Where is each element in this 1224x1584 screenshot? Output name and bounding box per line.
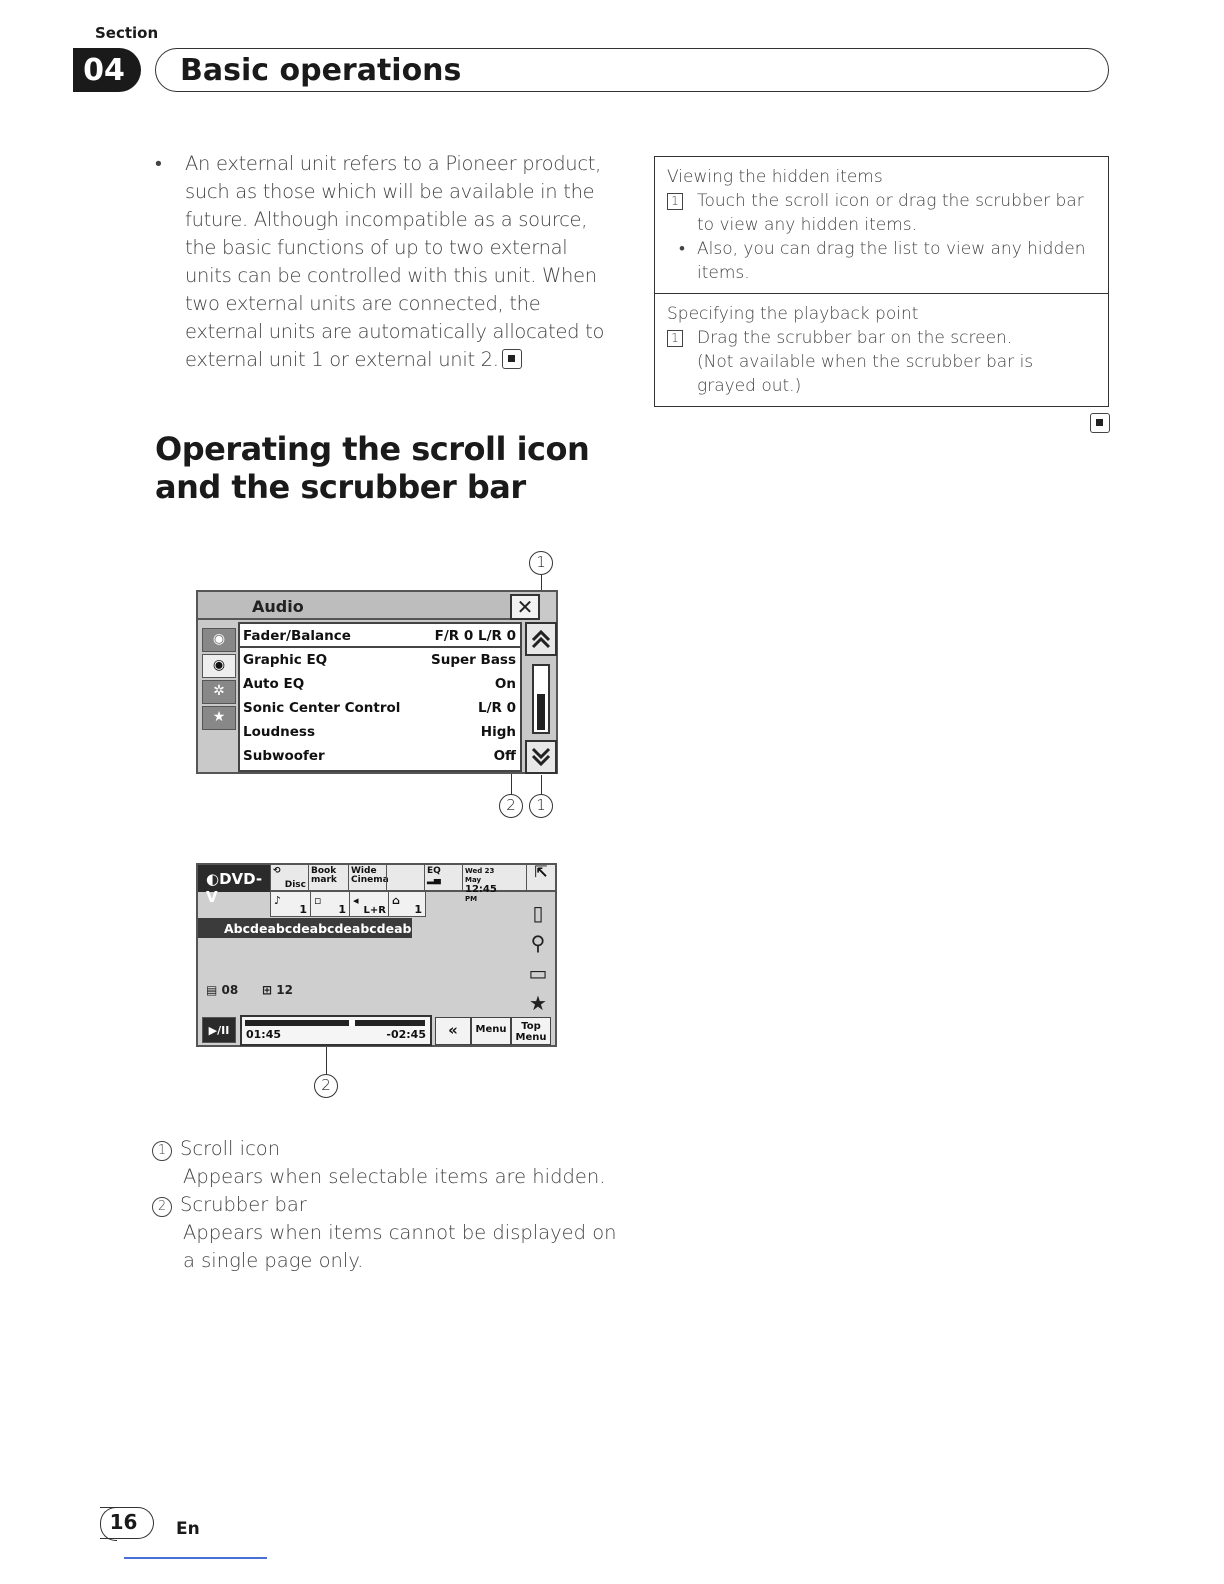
blank-cell: [386, 865, 424, 892]
intro-text: An external unit refers to a Pioneer product, such as those which will be available in the future. Although incompatible as a source, the basic functions of up to two external units can be controlled with this unit. When two external units are connected, the external units are automatically allocated to external unit 1 or external unit 2.: [185, 152, 605, 371]
audio-source-icon[interactable]: ◉: [202, 628, 236, 652]
info-section-viewing: [655, 157, 1108, 293]
scrubber-bar[interactable]: [532, 664, 550, 734]
disc-logo-icon: ◐: [206, 870, 220, 888]
info-section-title: Viewing the hidden items: [667, 167, 883, 187]
scroll-control: [525, 622, 557, 774]
repeat-disc-button[interactable]: ⟲ Disc: [270, 865, 308, 892]
playback-scrubber-bar[interactable]: [240, 1015, 432, 1046]
page-title-text: Basic operations: [180, 52, 462, 88]
favorite-star-icon[interactable]: ★: [202, 706, 236, 730]
scrubber-thumb[interactable]: [537, 694, 545, 730]
elapsed-time: 01:45: [246, 1028, 282, 1041]
remaining-time: -02:45: [386, 1028, 426, 1041]
bullet-text: Also, you can drag the list to view any hidden items.: [697, 239, 1086, 283]
title-indicator: ⊞ 12: [262, 983, 293, 997]
chapter-indicator: ▤ 08: [206, 983, 239, 997]
eq-button[interactable]: EQ ▂▄: [424, 865, 462, 892]
list-item[interactable]: Subwoofer Off: [243, 748, 516, 764]
scroll-down-icon[interactable]: [525, 740, 557, 774]
lr-audio-button[interactable]: ◂ L+R: [349, 892, 388, 917]
footer-rule: [124, 1557, 267, 1559]
right-icon-column: [526, 898, 550, 1018]
dvd-screen: [196, 863, 557, 1047]
source-badge[interactable]: [198, 865, 270, 906]
settings-gear-icon[interactable]: ✲: [202, 680, 236, 704]
wide-mode-button[interactable]: Wide Cinema: [348, 865, 386, 892]
step-text: Touch the scroll icon or drag the scrubber bar to view any hidden items.: [697, 191, 1084, 235]
end-mark-icon: [1090, 413, 1110, 433]
callout-1-top: 1: [529, 551, 553, 575]
section-heading: Operating the scroll icon and the scrubber bar: [155, 430, 590, 506]
page-title: [155, 48, 1109, 92]
disc-icon[interactable]: ◉: [202, 654, 236, 678]
list-item[interactable]: Fader/Balance F/R 0 L/R 0: [240, 624, 520, 648]
audio-settings-list: [238, 622, 522, 772]
info-box: [654, 156, 1109, 407]
list-item[interactable]: Auto EQ On: [243, 676, 516, 692]
callout-2: 2: [499, 794, 523, 818]
dvd-second-row: [270, 892, 426, 917]
clock-display: Wed 23 May 12:45 PM: [462, 865, 512, 892]
bookmark-button[interactable]: Book mark: [308, 865, 348, 892]
scrubber-knob[interactable]: [349, 1020, 355, 1026]
favorite-star-icon[interactable]: ★: [529, 991, 547, 1015]
audio-title: Audio: [252, 597, 304, 616]
expand-icon[interactable]: ⇱: [526, 865, 555, 892]
phone-icon[interactable]: ▯: [532, 901, 544, 925]
callout-line: [541, 775, 542, 795]
top-menu-button[interactable]: Top Menu: [511, 1017, 551, 1045]
legend-item: 1 Scroll icon: [152, 1135, 622, 1163]
callout-line: [326, 1047, 327, 1074]
rewind-button[interactable]: «: [435, 1017, 471, 1045]
scrubber-fill: [245, 1020, 425, 1026]
scroll-up-icon[interactable]: [525, 622, 557, 656]
info-section-playback: [655, 293, 1108, 406]
angle-button[interactable]: ⌂ 1: [388, 892, 425, 917]
language-label: En: [176, 1519, 200, 1539]
end-mark-icon: [502, 349, 522, 369]
step-number: 1: [667, 193, 683, 210]
callout-1-bottom: 1: [529, 794, 553, 818]
section-number: 04: [73, 48, 141, 92]
list-item[interactable]: Graphic EQ Super Bass: [243, 652, 516, 668]
legend-item: 2 Scrubber bar: [152, 1191, 622, 1219]
list-item[interactable]: Loudness High: [243, 724, 516, 740]
legend-desc: Appears when items cannot be displayed on a single page only.: [183, 1221, 617, 1272]
info-section-title: Specifying the playback point: [667, 304, 919, 324]
legend: [152, 1135, 622, 1275]
menu-button[interactable]: Menu: [471, 1017, 511, 1045]
close-icon[interactable]: ✕: [510, 594, 540, 620]
title-text-bar: Abcdeabcdeabcdeabcdeab: [198, 918, 412, 938]
step-text: Drag the scrubber bar on the screen.: [697, 328, 1013, 348]
list-item[interactable]: Sonic Center Control L/R 0: [243, 700, 516, 716]
audio-lang-button[interactable]: ♪ 1: [274, 894, 307, 916]
section-label: Section: [95, 24, 159, 42]
subtitle-button[interactable]: ▫ 1: [310, 892, 349, 917]
step-number: 1: [667, 330, 683, 347]
source-label: DVD-V: [206, 870, 263, 906]
folder-icon[interactable]: ▭: [528, 961, 548, 985]
bullet-dot: •: [155, 152, 162, 175]
step-note: (Not available when the scrubber bar is grayed out.): [697, 352, 1034, 396]
play-pause-button[interactable]: ▶/II: [202, 1017, 236, 1043]
intro-paragraph: [155, 150, 615, 374]
bullet-dot: •: [679, 239, 685, 259]
audio-title-bar: [198, 592, 510, 620]
callout-2: 2: [314, 1074, 338, 1098]
audio-screen: [196, 590, 558, 774]
page-number: 16: [100, 1507, 154, 1539]
legend-desc: Appears when selectable items are hidden.: [183, 1165, 606, 1188]
search-pin-icon[interactable]: ⚲: [530, 931, 546, 955]
